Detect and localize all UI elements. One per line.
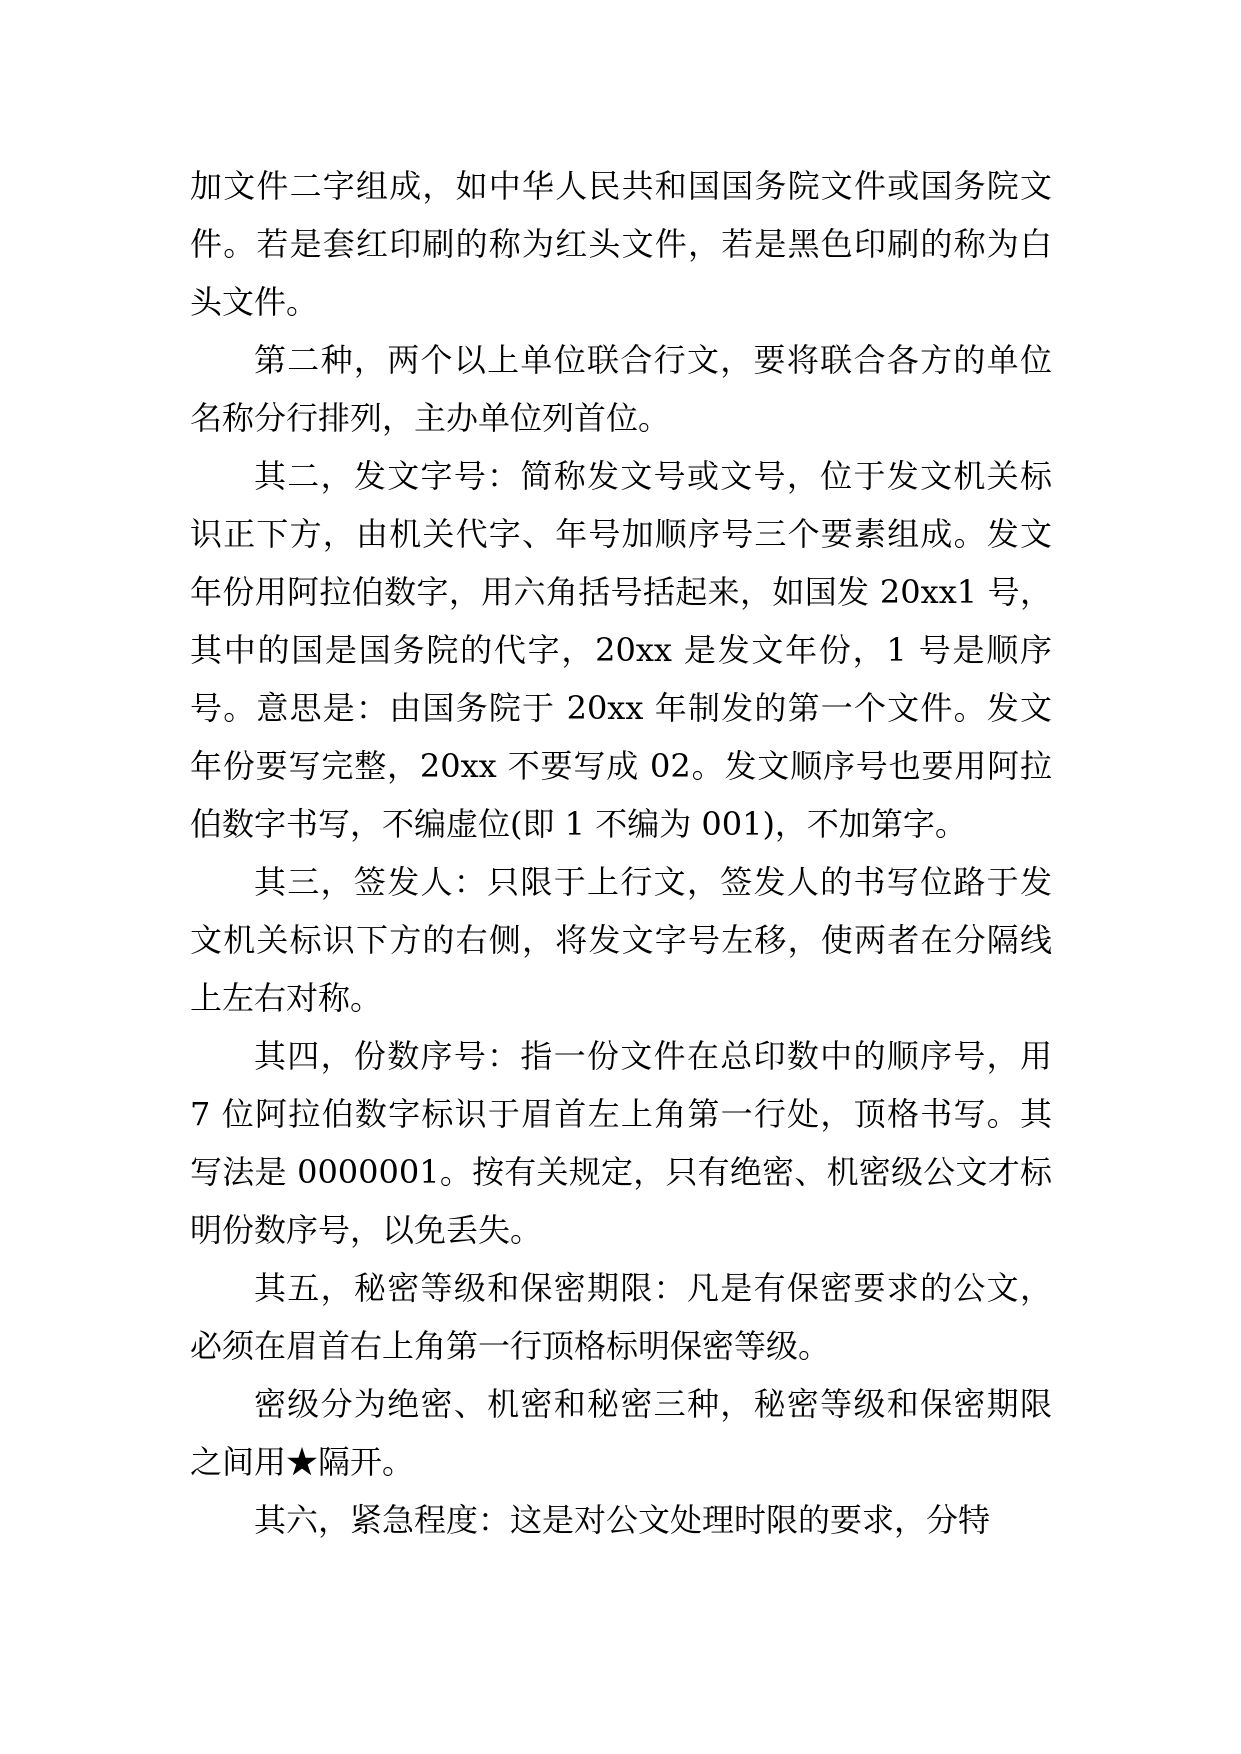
paragraph-urgency: 其六，紧急程度：这是对公文处理时限的要求，分特: [254, 1501, 991, 1539]
paragraph-copy-number: 其四，份数序号：指一份文件在总印数中的顺序号，用 7 位阿拉伯数字标识于眉首左上角第一行处，顶格书写。其写法是 0000001。按有关规定，只有绝密、机密级公文才标明份数序号，以免丢失。: [190, 1037, 1052, 1249]
paragraph-second-type: 第二种，两个以上单位联合行文，要将联合各方的单位名称分行排列，主办单位列首位。: [190, 341, 1052, 437]
paragraph-secrecy-classes: 密级分为绝密、机密和秘密三种，秘密等级和保密期限之间用★隔开。: [190, 1385, 1052, 1481]
paragraph-secrecy-level: 其五，秘密等级和保密期限：凡是有保密要求的公文，必须在眉首右上角第一行顶格标明保密等级。: [190, 1269, 1052, 1365]
paragraph-signer: 其三，签发人：只限于上行文，签发人的书写位路于发文机关标识下方的右侧，将发文字号左移，使两者在分隔线上左右对称。: [190, 863, 1052, 1017]
paragraph-continuation: 加文件二字组成，如中华人民共和国国务院文件或国务院文件。若是套红印刷的称为红头文件，若是黑色印刷的称为白头文件。: [190, 167, 1052, 321]
paragraph-document-number: 其二，发文字号：简称发文号或文号，位于发文机关标识正下方，由机关代字、年号加顺序号三个要素组成。发文年份用阿拉伯数字，用六角括号括起来，如国发 20xx1 号，其中的国是国务院的代字，20xx 是发文年份，1 号是顺序号。意思是：由国务院于 20xx 年制发的第一个文件。发文年份要写完整，20xx 不要写成 02。发文顺序号也要用阿拉伯数字书写，不编虚位(即 1 不编为 001)，不加第字。: [190, 457, 1052, 843]
document-page: [190, 157, 1052, 1549]
